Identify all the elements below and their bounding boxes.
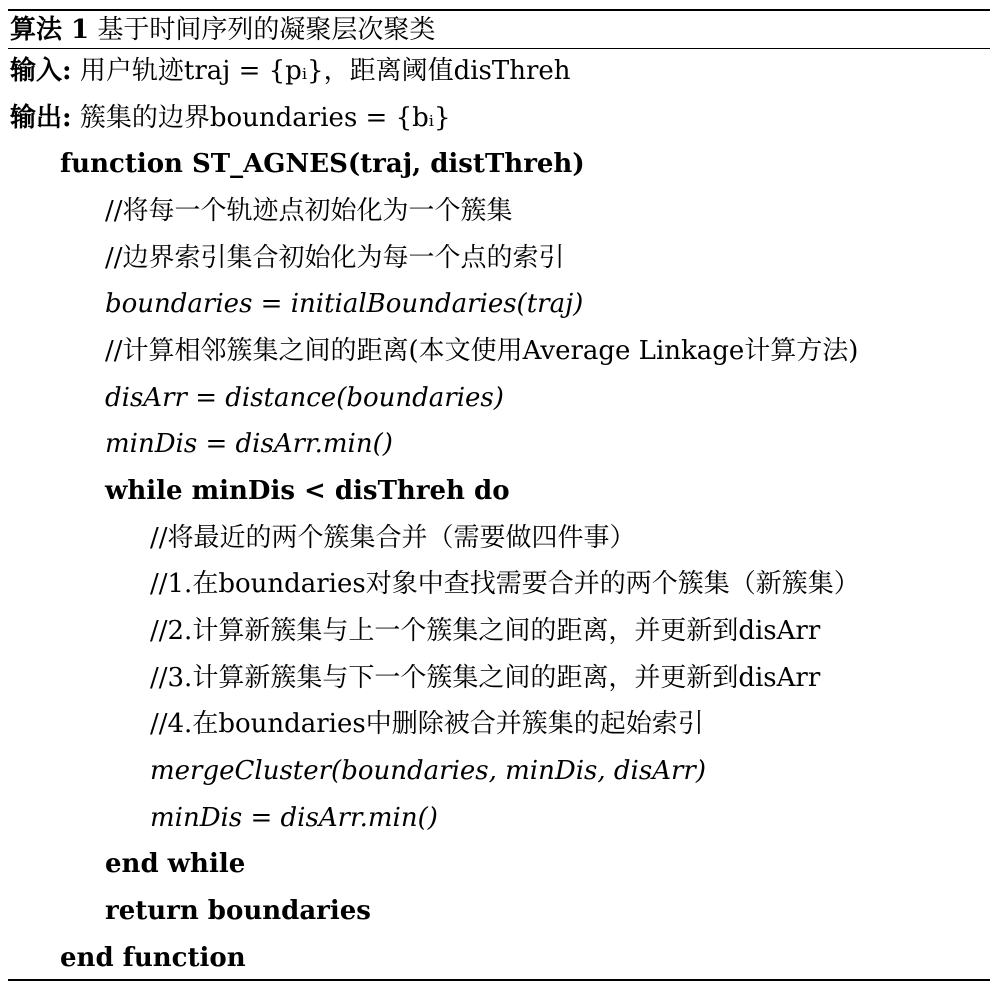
algorithm-title [10, 10, 435, 50]
code-line-1: function ST_AGNES(traj, distThreh) [60, 149, 585, 179]
code-line-8: while minDis < disThreh do [105, 476, 510, 506]
input-text: 用户轨迹traj = {pᵢ}，距离阈值disThreh [79, 56, 571, 86]
bottom-rule [8, 979, 990, 981]
code-line-9: //将最近的两个簇集合并（需要做四件事） [150, 523, 636, 553]
code-line-6: disArr = distance(boundaries) [105, 383, 504, 413]
code-line-7: minDis = disArr.min() [105, 429, 393, 459]
code-line-13: //4.在boundaries中删除被合并簇集的起始索引 [150, 709, 704, 739]
title-rule [8, 48, 990, 49]
code-line-4: boundaries = initialBoundaries(traj) [105, 289, 584, 319]
code-line-5: //计算相邻簇集之间的距离(本文使用Average Linkage计算方法) [105, 336, 859, 366]
code-line-3: //边界索引集合初始化为每一个点的索引 [105, 243, 565, 273]
output-label: 输出: [10, 103, 72, 133]
code-line-10: //1.在boundaries对象中查找需要合并的两个簇集（新簇集） [150, 569, 860, 599]
code-line-11: //2.计算新簇集与上一个簇集之间的距离，并更新到disArr [150, 616, 821, 646]
input-line [10, 51, 571, 91]
code-line-16: end while [105, 849, 246, 879]
code-line-12: //3.计算新簇集与下一个簇集之间的距离，并更新到disArr [150, 663, 821, 693]
output-line [10, 98, 451, 138]
code-line-17: return boundaries [105, 896, 371, 926]
code-line-18: end function [60, 943, 246, 973]
algorithm-title-text: 基于时间序列的凝聚层次聚类 [97, 15, 436, 45]
code-line-14: mergeCluster(boundaries, minDis, disArr) [150, 756, 706, 786]
output-text: 簇集的边界boundaries = {bᵢ} [79, 103, 451, 133]
code-line-15: minDis = disArr.min() [150, 803, 438, 833]
algorithm-label: 算法 1 [10, 15, 90, 45]
input-label: 输入: [10, 56, 72, 86]
code-line-2: //将每一个轨迹点初始化为一个簇集 [105, 196, 513, 226]
